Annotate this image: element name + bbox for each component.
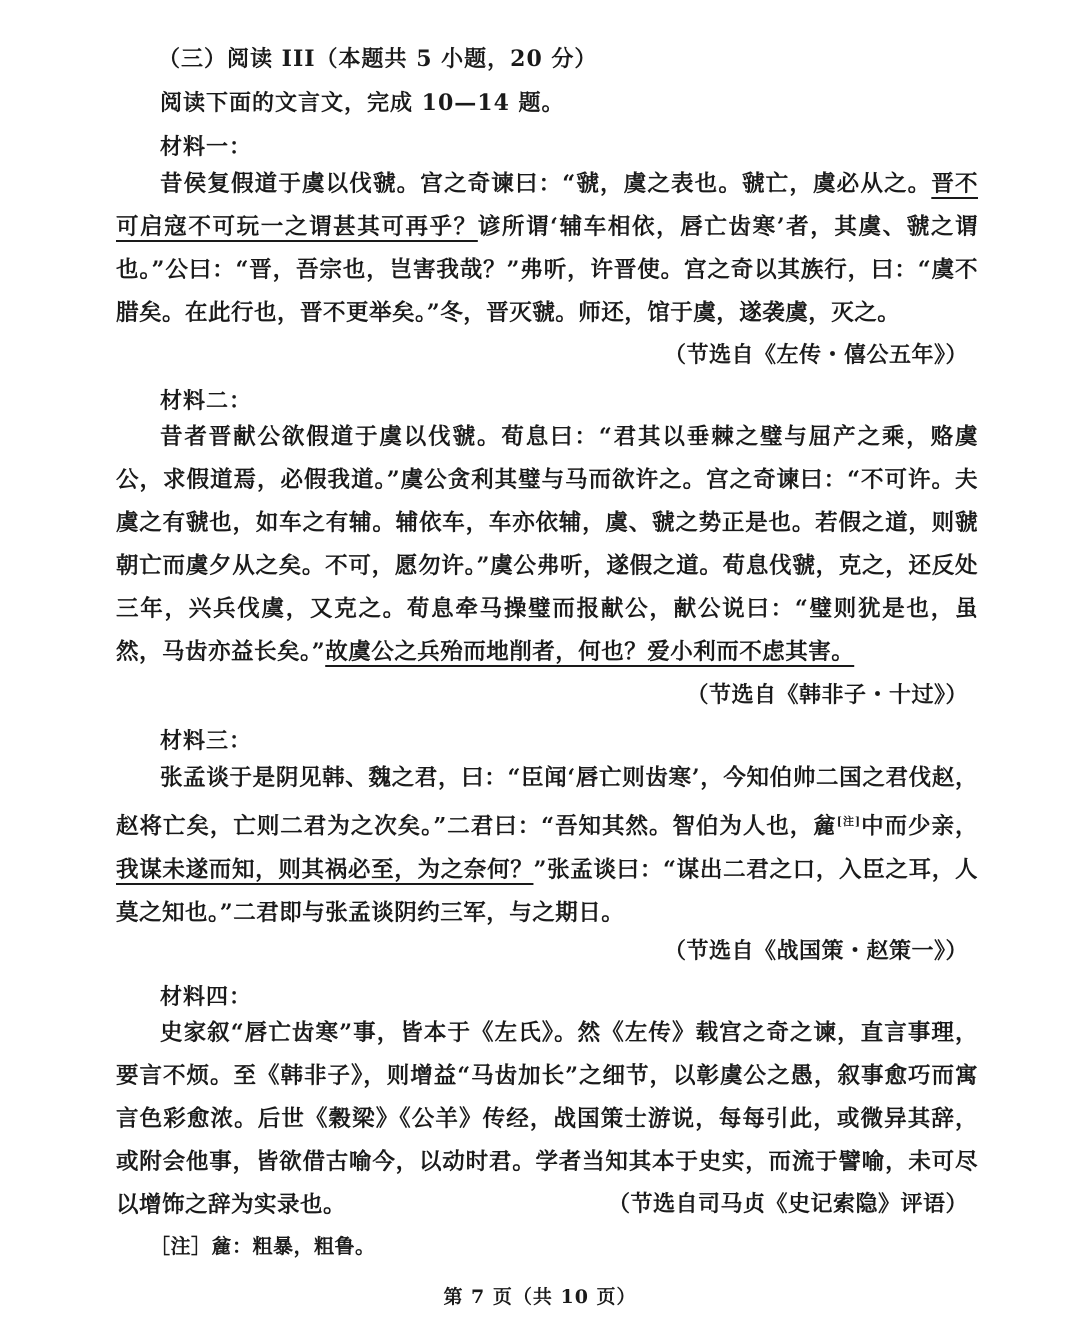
material1-text-b: 谚所谓‘辅车相依，唇亡齿寒’者，其虞、虢之谓也。”公曰：“晋，吾宗也，岂害我哉？”弗听，许晋使。宫之奇以其族行，曰：“虞不腊矣。在此行也，晋不更举矣。”冬，晋灭虢。师还，馆于虞，遂袭虞，灭之。 xyxy=(116,214,978,326)
material3-text-b: 中而少亲， xyxy=(860,813,978,840)
material2-label: 材料二： xyxy=(160,388,253,414)
material2-text-a: 昔者晋献公欲假道于虞以伐虢。荀息曰：“君其以垂棘之璧与屈产之乘，赂虞公，求假道焉，必假我道。”虞公贪利其璧与马而欲许之。宫之奇谏曰：“不可许。夫虞之有虢也，如车之有辅。辅依车，车亦依辅，虞、虢之势正是也。若假之道，则虢朝亡而虞夕从之矣。不可，愿勿许。”虞公弗听，遂假之道。荀息伐虢，克之，还反处三年，兴兵伐虞，又克之。荀息牵马操璧而报献公，献公说曰：“璧则犹是也，虽然，马齿亦益长矣。” xyxy=(116,424,978,665)
material1-label: 材料一： xyxy=(160,134,253,160)
footnote: ［注］麄：粗暴，粗鲁。 xyxy=(150,1234,376,1258)
material3-text-c: ”张孟谈曰：“谋出二君之口，入臣之耳，人莫之知也。”二君即与张孟谈阴约三军，与之期日。 xyxy=(116,856,978,926)
material2-underlined-sentence: 故虞公之兵殆而地削者，何也？爱小利而不虑其害。 xyxy=(325,639,855,665)
material3-source: （节选自《战国策・赵策一》） xyxy=(663,938,968,964)
page-number: 第 7 页（共 10 页） xyxy=(443,1286,637,1308)
material1-underlined-sentence: 晋不可启寇不可玩一之谓甚其可再乎？ xyxy=(116,171,978,240)
material4-text: 史家叙“唇亡齿寒”事，皆本于《左氏》。然《左传》载宫之奇之谏，直言事理，要言不烦。至《韩非子》，则增益“马齿加长”之细节，以彰虞公之愚，叙事愈巧而寓言色彩愈浓。后世《穀梁》《公羊》传经，战国策士游说，每每引此，或微异其辞，或附会他事，皆欲借古喻今，以动时君。学者当知其本于史实，而流于譬喻，未可尽以增饰之辞为实录也。 xyxy=(116,1020,978,1218)
material2-text xyxy=(116,416,978,674)
section-instruction: 阅读下面的文言文，完成 10—14 题。 xyxy=(160,90,565,116)
material1-source: （节选自《左传・僖公五年》） xyxy=(663,342,968,368)
note-marker: [注] xyxy=(836,815,861,828)
material2-source: （节选自《韩非子・十过》） xyxy=(686,682,968,708)
material3-text-a: 张孟谈于是阴见韩、魏之君，曰：“臣闻‘唇亡则齿寒’，今知伯帅二国之君伐赵，赵将亡矣，亡则二君为之次矣。”二君曰：“吾知其然。智伯为人也，麄 xyxy=(116,765,978,840)
section-heading: （三）阅读 III（本题共 5 小题，20 分） xyxy=(158,46,598,72)
material3-label: 材料三： xyxy=(160,728,253,754)
material1-text xyxy=(116,163,978,335)
material4-source: （节选自司马贞《史记索隐》评语） xyxy=(607,1191,968,1217)
material1-text-a: 昔侯复假道于虞以伐虢。宫之奇谏曰：“虢，虞之表也。虢亡，虞必从之。 xyxy=(160,171,932,197)
material3-underlined-sentence: 我谋未遂而知，则其祸必至，为之奈何？ xyxy=(116,856,534,883)
material4-label: 材料四： xyxy=(160,984,253,1010)
material3-text xyxy=(116,757,978,935)
